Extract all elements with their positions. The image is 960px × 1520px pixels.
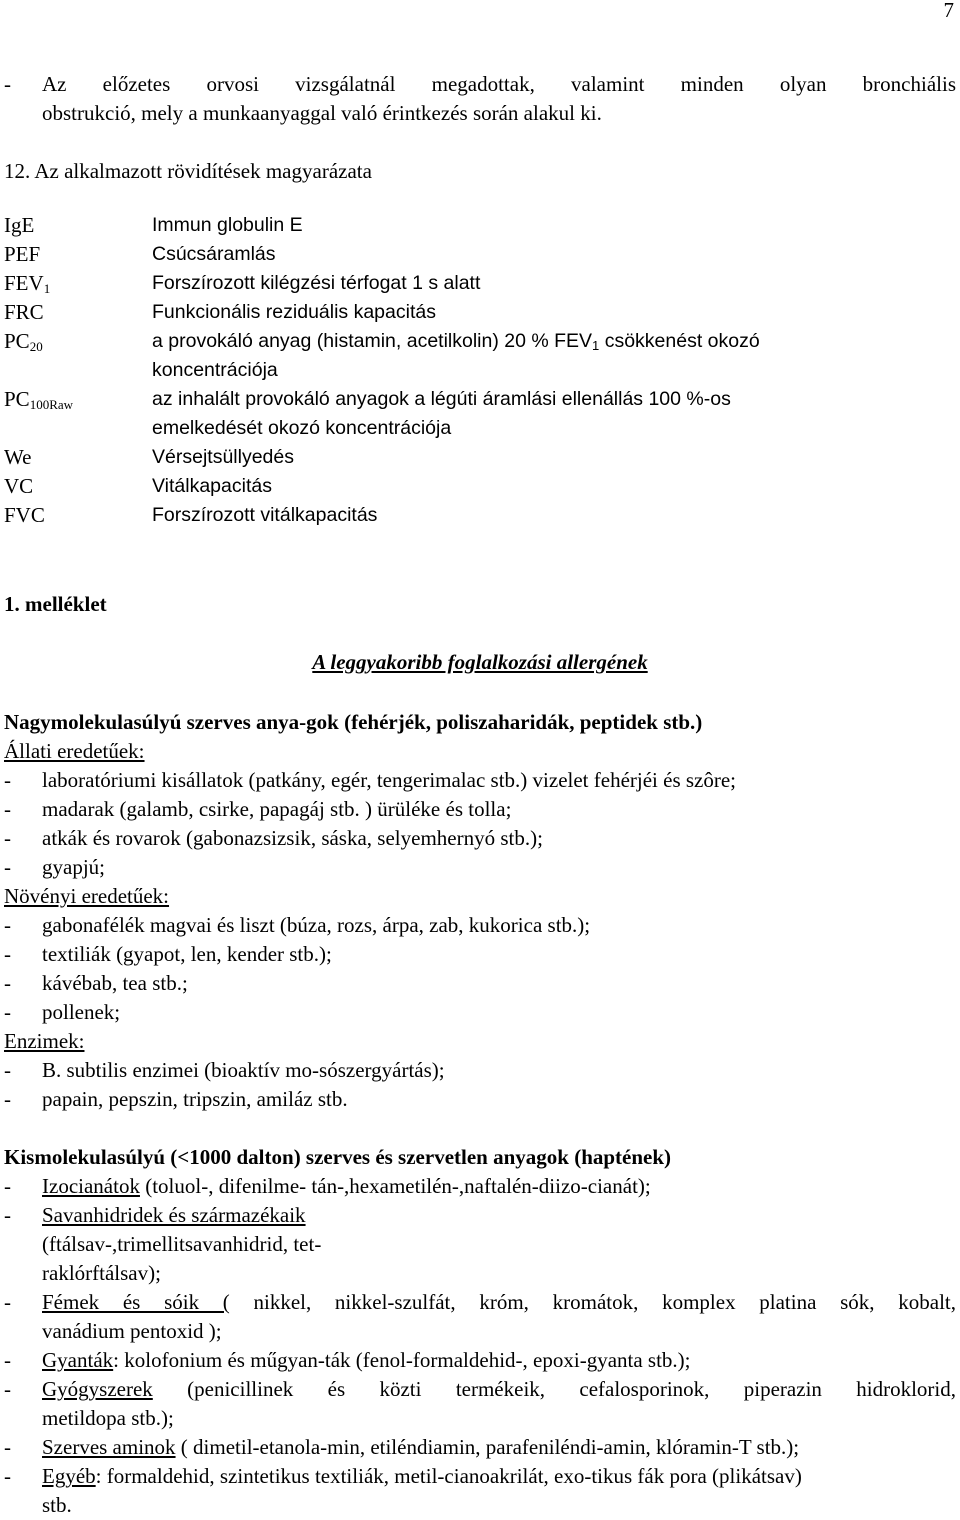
list-item-text: textiliák (gyapot, len, kender stb.);: [42, 942, 332, 966]
page-number: 7: [943, 0, 954, 22]
plant-origin-label: Növényi eredetűek:: [4, 884, 170, 908]
abbr-key: FVC: [4, 503, 45, 527]
item-continuation: (ftálsav-,trimellitsavanhidrid, tet-: [42, 1232, 322, 1256]
list-item: [4, 766, 956, 795]
list-item-text: [42, 1375, 956, 1404]
intro-line-1: Az előzetes orvosi vizsgálatnál megadottak, valamint minden olyan bronchiális: [42, 72, 956, 96]
item-label: Fémek és sóik (: [42, 1290, 230, 1314]
dash: -: [4, 942, 11, 966]
dash: -: [4, 72, 11, 96]
abbreviation-table: [4, 211, 944, 530]
dash: -: [4, 1058, 11, 1082]
list-item: [4, 998, 956, 1027]
item-text: : formaldehid, szintetikus textiliák, metil-cianoakrilát, exo-tikus fák pora (plikátsav): [95, 1464, 802, 1488]
list-item: [4, 1172, 956, 1201]
abbr-row-fvc: [4, 501, 944, 530]
list-item-text: B. subtilis enzimei (bioaktív mo-sószergyártás);: [42, 1058, 445, 1082]
item-label: Savanhidridek és származékaik: [42, 1203, 306, 1227]
abbr-value: Forszírozott vitálkapacitás: [152, 504, 378, 526]
dash: -: [4, 1377, 11, 1401]
abbr-key-sub: 100Raw: [29, 397, 74, 412]
dash: -: [4, 1203, 11, 1227]
abbr-row-fev1: [4, 269, 944, 298]
abbr-row-we: [4, 443, 944, 472]
abbr-value: Vitálkapacitás: [152, 475, 272, 497]
abbr-key-main: FEV: [4, 271, 44, 295]
abbreviations-title: [4, 157, 956, 186]
list-item-text: [42, 1346, 956, 1375]
list-item-text: gyapjú;: [42, 855, 105, 879]
abbr-row-pef: [4, 240, 944, 269]
abbr-value: Immun globulin E: [152, 214, 303, 236]
item-label: Gyanták: [42, 1348, 114, 1372]
abbr-value: Csúcsáramlás: [152, 243, 276, 265]
list-item-text: kávébab, tea stb.;: [42, 971, 188, 995]
abbr-row-pc100raw: [4, 385, 944, 443]
low-mw-section: [4, 1143, 956, 1520]
list-item: [4, 824, 956, 853]
abbr-value: [152, 385, 944, 443]
item-label: Izocianátok: [42, 1174, 140, 1198]
list-item: [4, 1346, 956, 1375]
abbr-key-sub: 1: [43, 281, 51, 296]
list-item: [4, 1056, 956, 1085]
abbr-key-sub: 20: [29, 339, 43, 354]
list-item: [4, 1288, 956, 1317]
dash: -: [4, 1348, 11, 1372]
list-item-text: pollenek;: [42, 1000, 121, 1024]
annex-label: 1. melléklet: [4, 592, 107, 616]
abbr-row-frc: [4, 298, 944, 327]
item-text: (penicillinek és közti termékeik, cefalosporinok, piperazin hidroklorid,: [152, 1377, 956, 1401]
abbr-value: Vérsejtsüllyedés: [152, 446, 294, 468]
list-item-text: atkák és rovarok (gabonazsizsik, sáska, selyemhernyó stb.);: [42, 826, 543, 850]
item-continuation: raklórftálsav);: [42, 1261, 161, 1285]
section-title: 12. Az alkalmazott rövidítések magyarázata: [4, 159, 372, 183]
list-item: [4, 853, 956, 882]
abbr-value-line-2: emelkedését okozó koncentrációja: [152, 417, 452, 439]
dash: -: [4, 855, 11, 879]
abbr-key: IgE: [4, 213, 35, 237]
abbr-value-line-1: az inhalált provokáló anyagok a légúti áramlási ellenállás 100 %-os: [152, 388, 731, 410]
item-text: nikkel, nikkel-szulfát, króm, kromátok, komplex platina sók, kobalt,: [229, 1290, 956, 1314]
dash: -: [4, 797, 11, 821]
item-label: Szerves aminok: [42, 1435, 176, 1459]
abbr-value-line-2: koncentrációja: [152, 359, 278, 381]
abbr-value: Funkcionális reziduális kapacitás: [152, 301, 436, 323]
item-continuation: stb.: [42, 1493, 72, 1517]
list-item: [4, 969, 956, 998]
dash: -: [4, 1000, 11, 1024]
dash: -: [4, 1174, 11, 1198]
dash: -: [4, 1290, 11, 1314]
list-item-text: [42, 1288, 956, 1317]
animal-origin-label: Állati eredetűek:: [4, 739, 145, 763]
abbr-key: [4, 385, 152, 443]
abbr-key-main: PC: [4, 387, 30, 411]
dash: -: [4, 971, 11, 995]
abbr-value: [152, 327, 944, 385]
list-item: [4, 795, 956, 824]
item-text: ( dimetil-etanola-min, etiléndiamin, parafeniléndi-amin, klóramin-T stb.);: [175, 1435, 800, 1459]
abbr-key: We: [4, 445, 32, 469]
intro-paragraph: [4, 70, 956, 128]
annex-title: A leggyakoribb foglalkozási allergének: [312, 650, 648, 674]
dash: -: [4, 826, 11, 850]
list-item: [4, 1085, 956, 1114]
abbr-key: [4, 327, 152, 385]
list-item: [4, 1462, 956, 1491]
list-item-text: [42, 1433, 956, 1462]
list-item-text: madarak (galamb, csirke, papagáj stb. ) ürüléke és tolla;: [42, 797, 512, 821]
high-mw-section: [4, 708, 956, 1114]
list-item-text: [42, 1201, 956, 1230]
dash: -: [4, 913, 11, 937]
abbr-key: FRC: [4, 300, 44, 324]
abbr-key-main: PC: [4, 329, 30, 353]
abbr-row-vc: [4, 472, 944, 501]
list-item: [4, 1201, 956, 1230]
list-item: [4, 1433, 956, 1462]
item-label: Egyéb: [42, 1464, 96, 1488]
enzymes-label: Enzimek:: [4, 1029, 85, 1053]
item-label: Gyógyszerek: [42, 1377, 153, 1401]
item-continuation: vanádium pentoxid );: [42, 1319, 222, 1343]
list-item-text: [42, 1172, 956, 1201]
list-item: [4, 911, 956, 940]
list-item: [4, 1375, 956, 1404]
abbr-row-ige: [4, 211, 944, 240]
list-item-text: [42, 1462, 956, 1491]
list-item-text: papain, pepszin, tripszin, amiláz stb.: [42, 1087, 348, 1111]
item-text: : kolofonium és műgyan-ták (fenol-formaldehid-, epoxi-gyanta stb.);: [113, 1348, 691, 1372]
dash: -: [4, 1435, 11, 1459]
item-text: (toluol-, difenilme- tán-,hexametilén-,naftalén-diizo-cianát);: [139, 1174, 651, 1198]
abbr-row-pc20: [4, 327, 944, 385]
dash: -: [4, 1464, 11, 1488]
abbr-value-pre: a provokáló anyag (histamin, acetilkolin) 20 % FEV: [152, 330, 593, 352]
abbr-value: Forszírozott kilégzési térfogat 1 s alatt: [152, 272, 481, 294]
abbr-key: [4, 269, 152, 298]
item-continuation: metildopa stb.);: [42, 1406, 174, 1430]
list-item-text: gabonafélék magvai és liszt (búza, rozs, árpa, zab, kukorica stb.);: [42, 913, 591, 937]
low-mw-heading: Kismolekulasúlyú (<1000 dalton) szerves és szervetlen anyagok (haptének): [4, 1145, 672, 1169]
high-mw-heading: Nagymolekulasúlyú szerves anya-gok (fehérjék, poliszaharidák, peptidek stb.): [4, 710, 703, 734]
intro-line-2: obstrukció, mely a munkaanyaggal való érintkezés során alakul ki.: [42, 101, 602, 125]
abbr-value-post: csökkenést okozó: [599, 330, 760, 352]
abbr-key: PEF: [4, 242, 41, 266]
abbr-value-sub: 1: [592, 338, 600, 353]
list-item-text: laboratóriumi kisállatok (patkány, egér, tengerimalac stb.) vizelet fehérjéi és szôre;: [42, 768, 737, 792]
dash: -: [4, 768, 11, 792]
list-item: [4, 940, 956, 969]
dash: -: [4, 1087, 11, 1111]
abbr-key: VC: [4, 474, 34, 498]
